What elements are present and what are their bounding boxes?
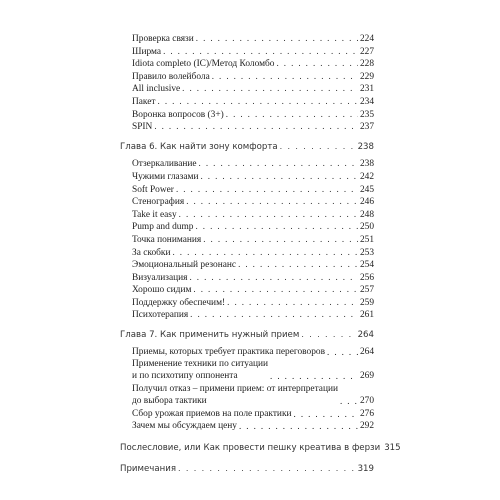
leader-dots — [186, 195, 358, 208]
toc-entry-page: 237 — [359, 122, 374, 133]
toc-entry[interactable] — [120, 157, 374, 170]
toc-entry-title: SPIN — [132, 122, 153, 133]
toc-entry-title — [132, 408, 292, 420]
toc-entry-title: Визуализация — [132, 272, 188, 283]
toc-entry-page: 292 — [359, 421, 374, 432]
toc-entry-title: Поддержку обеспечим! — [132, 297, 226, 308]
toc-entry-title: Хорошо сидим — [132, 285, 192, 296]
toc-entry-page: 231 — [359, 84, 374, 95]
toc-entry-title-line: Применение техники по ситуации — [132, 359, 269, 370]
toc-entry-title: Стенография — [132, 197, 185, 208]
toc-entry-title: Idiota completo (IC)/Метод Коломбо — [132, 59, 275, 70]
toc-entry-title-line: Зачем мы обсуждаем цену — [132, 421, 237, 432]
toc-entry-page: 254 — [359, 260, 374, 271]
toc-entry-page: 245 — [359, 184, 374, 195]
leader-dots — [158, 95, 358, 108]
leader-dots — [154, 120, 358, 133]
table-of-contents — [120, 32, 401, 476]
toc-entry[interactable] — [120, 32, 374, 45]
toc-entry-page: 276 — [359, 408, 374, 419]
leader-dots — [270, 370, 358, 382]
chapter-title: Глава 6. Как найти зону комфорта — [120, 141, 278, 152]
toc-entry-title — [132, 358, 268, 383]
leader-dots — [212, 70, 358, 83]
toc-entry[interactable] — [120, 120, 374, 133]
toc-entry[interactable] — [120, 383, 374, 408]
toc-entry-page: 248 — [359, 209, 374, 220]
toc-entry[interactable] — [120, 57, 374, 70]
toc-entry-title-line: и по психотипу оппонента — [132, 371, 238, 382]
leader-dots — [227, 296, 358, 309]
toc-entry-title: Эмоциональный резонанс — [132, 260, 237, 271]
leader-dots — [294, 408, 358, 420]
toc-entry-page: 257 — [359, 285, 374, 296]
toc-entry-page: 242 — [359, 171, 374, 182]
notes-heading[interactable] — [120, 463, 374, 476]
toc-entry-title: Психотерапия — [132, 310, 189, 321]
leader-dots — [178, 463, 356, 476]
toc-entry[interactable] — [120, 308, 374, 321]
leader-dots — [301, 329, 355, 342]
toc-entry[interactable] — [120, 95, 374, 108]
toc-entry[interactable] — [120, 70, 374, 83]
toc-entry[interactable] — [120, 208, 374, 221]
toc-entry-page: 246 — [359, 197, 374, 208]
toc-entry[interactable] — [120, 233, 374, 246]
toc-entry-title — [132, 383, 338, 408]
toc-entry-title: Правило волейбола — [132, 71, 210, 82]
toc-entry-title: Воронка вопросов (3+) — [132, 109, 224, 120]
toc-entry[interactable] — [120, 271, 374, 284]
toc-entry-title: Чужими глазами — [132, 171, 199, 182]
toc-entry-page: 229 — [359, 71, 374, 82]
leader-dots — [163, 45, 358, 58]
toc-entry-title: Take it easy — [132, 209, 177, 220]
leader-dots — [203, 233, 358, 246]
toc-entry[interactable] — [120, 246, 374, 259]
leader-dots — [238, 258, 358, 271]
toc-entry-page: 251 — [359, 234, 374, 245]
toc-entry-page: 256 — [359, 272, 374, 283]
toc-entry-title: Точка понимания — [132, 234, 202, 245]
toc-entry-title: Пакет — [132, 96, 156, 107]
leader-dots — [193, 283, 358, 296]
toc-entry[interactable] — [120, 195, 374, 208]
toc-entry-page: 228 — [359, 59, 374, 70]
leader-dots — [172, 246, 357, 259]
toc-entry[interactable] — [120, 420, 374, 432]
leader-dots — [182, 82, 358, 95]
afterword-heading[interactable] — [120, 442, 401, 455]
toc-entry[interactable] — [120, 358, 374, 383]
toc-entry-page: 235 — [359, 109, 374, 120]
toc-entry-title: All inclusive — [132, 84, 181, 95]
toc-entry[interactable] — [120, 183, 374, 196]
toc-entry-title-line: Получил отказ – примени прием: от интерпретации — [132, 383, 338, 394]
toc-entry-title: Проверка связи — [132, 34, 194, 44]
toc-entry-page: 250 — [359, 222, 374, 233]
leader-dots — [176, 183, 358, 196]
toc-entry[interactable] — [120, 346, 374, 358]
leader-dots — [276, 57, 357, 70]
toc-entry-page: 224 — [359, 34, 374, 44]
toc-entry[interactable] — [120, 283, 374, 296]
chapter-title: Послесловие, или Как провести пешку креатива в ферзи — [120, 442, 381, 453]
toc-entry-page: 264 — [359, 346, 374, 357]
chapter-page: 238 — [357, 141, 374, 152]
toc-entry-title: Отзеркаливание — [132, 159, 197, 170]
toc-entry-page: 238 — [359, 159, 374, 170]
leader-dots — [190, 271, 358, 284]
toc-entry-title: За скобки — [132, 247, 171, 258]
chapter-page: 319 — [357, 464, 374, 475]
toc-entry[interactable] — [120, 170, 374, 183]
toc-entry-title: Soft Power — [132, 184, 174, 195]
toc-entry[interactable] — [120, 108, 374, 121]
chapter-page: 264 — [357, 330, 374, 341]
toc-entry-title — [132, 420, 237, 432]
leader-dots — [226, 108, 358, 121]
toc-entry-title-line: до выбора тактики — [132, 396, 207, 407]
leader-dots — [280, 141, 356, 154]
toc-entry-title — [132, 346, 325, 358]
toc-entry-page: 269 — [359, 371, 374, 382]
toc-entry-title-line: Приемы, которых требует практика переговоров — [132, 346, 326, 357]
chapter-heading[interactable] — [120, 141, 374, 154]
leader-dots — [199, 157, 358, 170]
toc-entry-page: 259 — [359, 297, 374, 308]
leader-dots — [190, 308, 358, 321]
leader-dots — [327, 346, 358, 358]
toc-entry-title-line: Сбор урожая приемов на поле практики — [132, 408, 292, 419]
toc-entry-page: 234 — [359, 96, 374, 107]
toc-entry[interactable] — [120, 408, 374, 420]
toc-entry-title: Ширма — [132, 46, 162, 57]
toc-entry[interactable] — [120, 258, 374, 271]
toc-entry-page: 253 — [359, 247, 374, 258]
toc-entry-page: 261 — [359, 310, 374, 321]
chapter-title: Примечания — [120, 464, 176, 475]
toc-entry[interactable] — [120, 220, 374, 233]
leader-dots — [340, 395, 358, 407]
leader-dots — [179, 208, 358, 221]
leader-dots — [196, 32, 358, 45]
chapter-title: Глава 7. Как применить нужный прием — [120, 330, 300, 341]
toc-entry-page: 270 — [359, 396, 374, 407]
toc-entry[interactable] — [120, 82, 374, 95]
toc-entry-page: 227 — [359, 46, 374, 57]
chapter-page: 315 — [384, 442, 401, 453]
toc-entry-title: Pump and dump — [132, 222, 194, 233]
leader-dots — [200, 170, 357, 183]
toc-entry[interactable] — [120, 45, 374, 58]
toc-entry[interactable] — [120, 296, 374, 309]
leader-dots — [195, 220, 357, 233]
leader-dots — [239, 420, 358, 432]
chapter-heading[interactable] — [120, 329, 374, 342]
